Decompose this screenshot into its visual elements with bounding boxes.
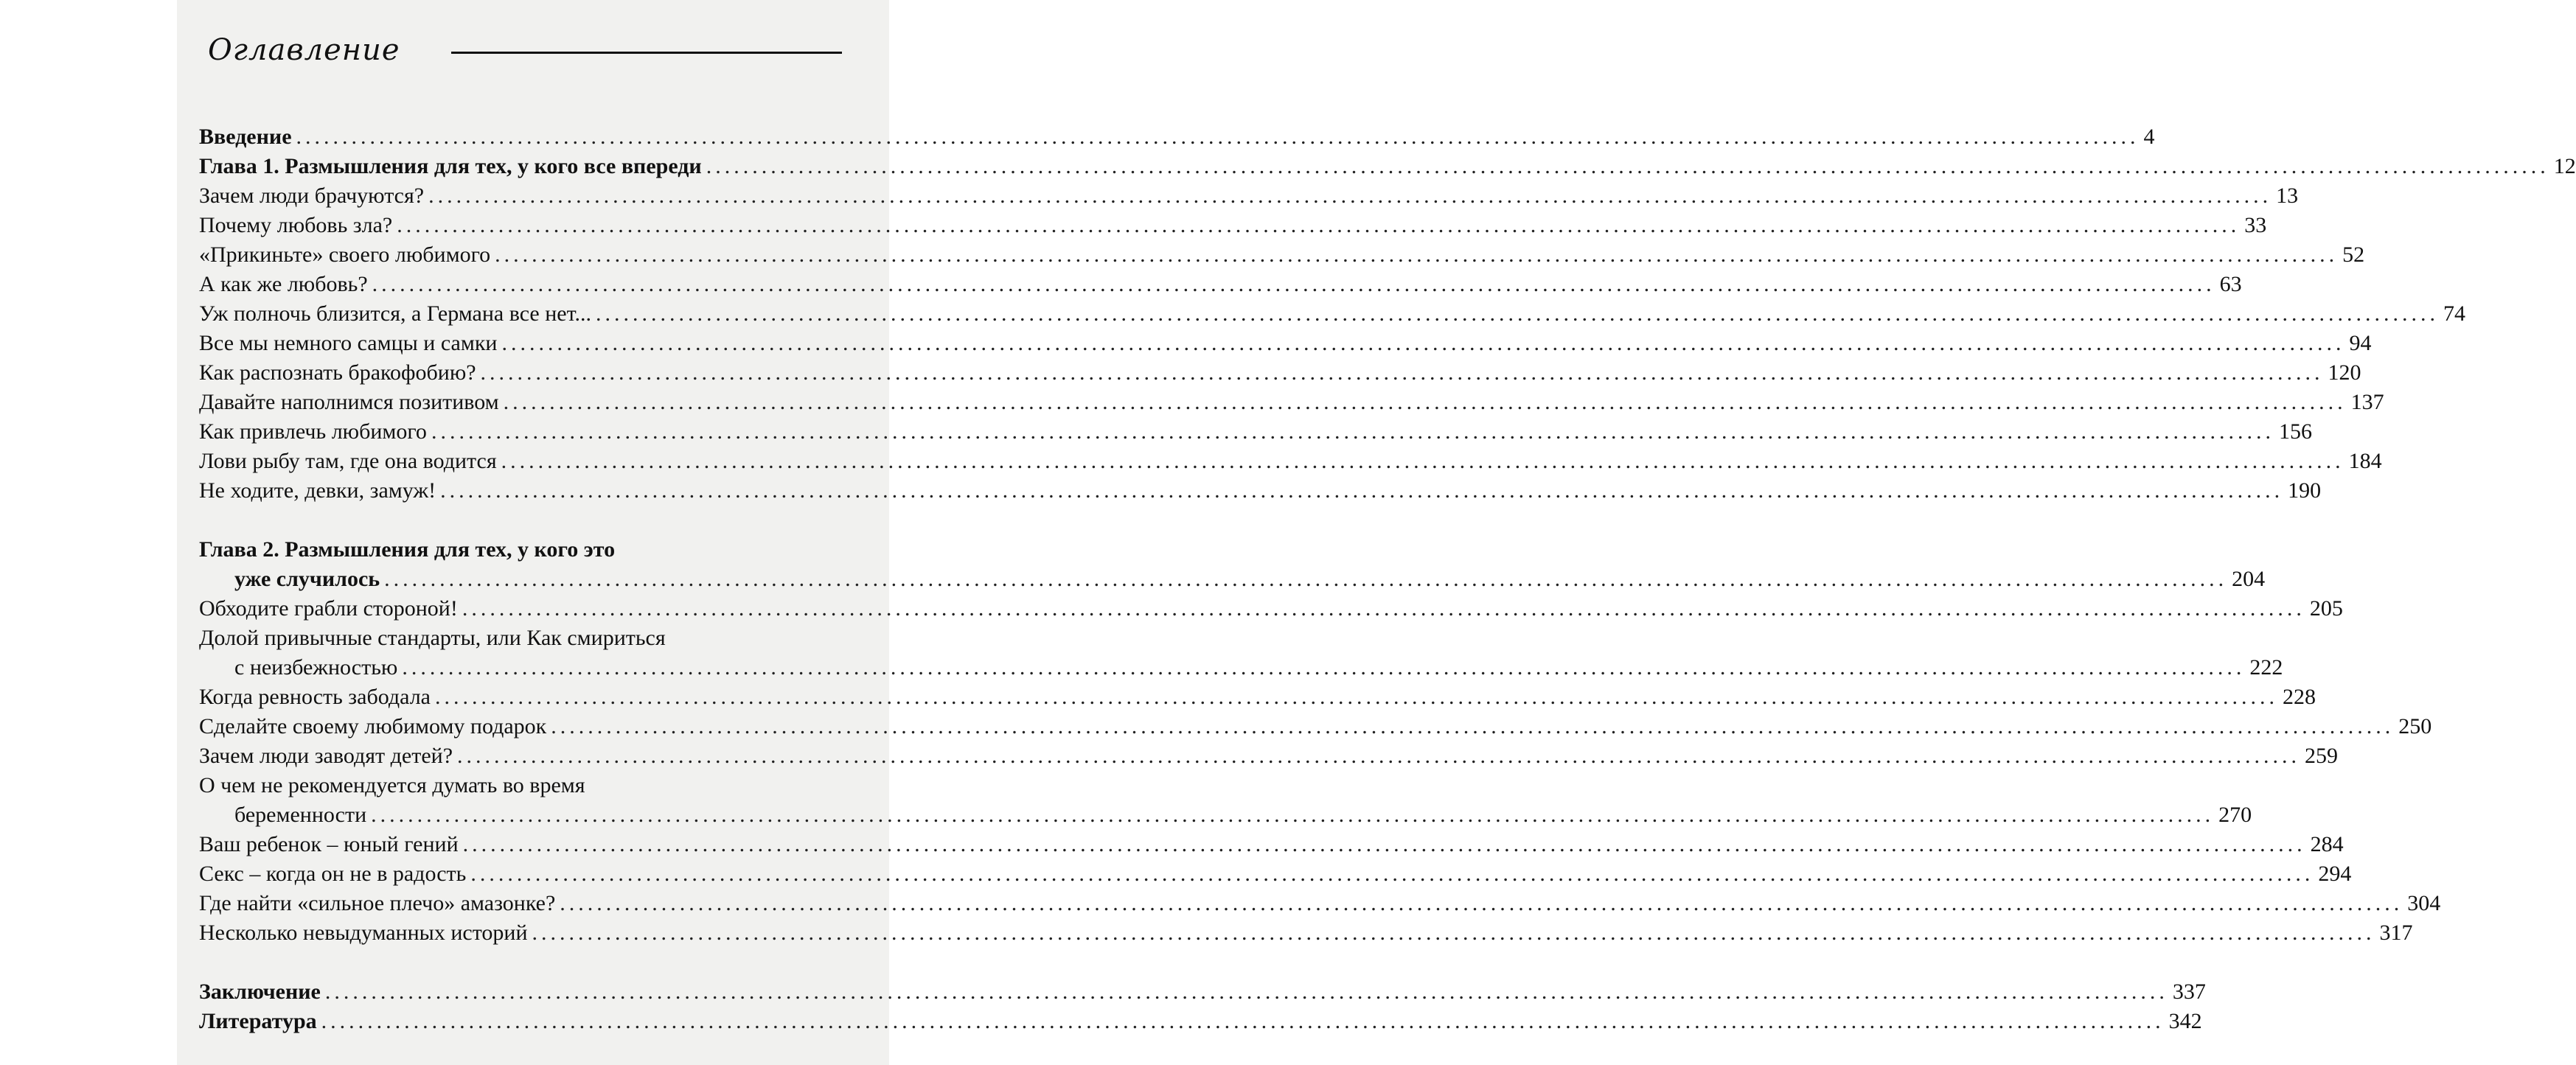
dot-leader: ........................................................................................................................................................................................................ bbox=[321, 1009, 2165, 1033]
toc-entry bbox=[199, 653, 2283, 682]
toc-entry bbox=[199, 329, 2372, 358]
toc-entry bbox=[199, 594, 2343, 624]
toc-entry-page: 120 bbox=[2328, 360, 2361, 385]
toc-entry-title: Зачем люди заводят детей? bbox=[199, 744, 453, 768]
dot-leader: ........................................................................................................................................................................................................ bbox=[462, 832, 2306, 856]
section-gap bbox=[199, 506, 842, 535]
toc-entry-title: Давайте наполнимся позитивом bbox=[199, 390, 499, 414]
toc-entry bbox=[199, 830, 2344, 859]
dot-leader: ........................................................................................................................................................................................................ bbox=[462, 596, 2305, 621]
toc-entry bbox=[199, 152, 2576, 181]
dot-leader: ........................................................................................................................................................................................................ bbox=[435, 685, 2278, 709]
toc-entry bbox=[199, 181, 2299, 211]
toc-entry-page: 52 bbox=[2342, 242, 2365, 267]
toc-entry-title: А как же любовь? bbox=[199, 272, 368, 296]
toc-entry-page: 250 bbox=[2398, 714, 2432, 738]
toc-entry bbox=[199, 771, 842, 800]
dot-leader: ........................................................................................................................................................................................................ bbox=[428, 184, 2272, 208]
dot-leader: ........................................................................................................................................................................................................ bbox=[296, 125, 2140, 149]
dot-leader: ........................................................................................................................................................................................................ bbox=[495, 242, 2339, 267]
dot-leader: ........................................................................................................................................................................................................ bbox=[551, 714, 2395, 738]
toc-entry-page: 63 bbox=[2219, 272, 2242, 296]
toc-entry bbox=[199, 800, 2252, 830]
dot-leader: ........................................................................................................................................................................................................ bbox=[384, 567, 2228, 591]
toc-entry-page: 294 bbox=[2318, 862, 2352, 886]
toc-entry-page: 74 bbox=[2443, 301, 2465, 326]
dot-leader: ........................................................................................................................................................................................................ bbox=[503, 390, 2347, 414]
dot-leader: ........................................................................................................................................................................................................ bbox=[371, 803, 2215, 827]
toc-entry-title: Ваш ребенок – юный гений bbox=[199, 832, 459, 856]
toc-entry bbox=[199, 565, 2266, 594]
toc-entry-page: 228 bbox=[2283, 685, 2316, 709]
toc-entry-title: Введение bbox=[199, 125, 292, 149]
toc-entry-title: Секс – когда он не в радость bbox=[199, 862, 467, 886]
toc-entry-page: 4 bbox=[2143, 125, 2155, 149]
toc-entry-title: Не ходите, девки, замуж! bbox=[199, 478, 436, 503]
dot-leader: ........................................................................................................................................................................................................ bbox=[501, 331, 2345, 355]
toc-entry-page: 13 bbox=[2276, 184, 2299, 208]
toc-entry-page: 184 bbox=[2348, 449, 2382, 473]
toc-entry bbox=[199, 682, 2316, 712]
toc-entry-title: Сделайте своему любимому подарок bbox=[199, 714, 547, 738]
toc-entry bbox=[199, 535, 842, 565]
toc-entry bbox=[199, 122, 2155, 152]
dot-leader: ........................................................................................................................................................................................................ bbox=[397, 213, 2241, 237]
toc-entry-title: Несколько невыдуманных историй bbox=[199, 921, 528, 945]
dot-leader: ........................................................................................................................................................................................................ bbox=[440, 478, 2284, 503]
toc-entry-title: Где найти «сильное плечо» амазонке? bbox=[199, 891, 556, 915]
toc-entry-title: «Прикиньте» своего любимого bbox=[199, 242, 491, 267]
toc-entry bbox=[199, 741, 2339, 771]
toc-entry-title: беременности bbox=[234, 803, 367, 827]
dot-leader: ........................................................................................................................................................................................................ bbox=[706, 154, 2549, 178]
toc-entry-title: Обходите грабли стороной! bbox=[199, 596, 458, 621]
toc-entry-page: 270 bbox=[2218, 803, 2252, 827]
toc-entry-page: 94 bbox=[2349, 331, 2372, 355]
toc-entry-page: 205 bbox=[2309, 596, 2343, 621]
toc-entry-title: Лови рыбу там, где она водится bbox=[199, 449, 497, 473]
table-of-contents bbox=[199, 122, 2576, 1036]
toc-entry bbox=[199, 977, 2206, 1007]
toc-entry bbox=[199, 1007, 2202, 1036]
toc-entry-title: Когда ревность забодала bbox=[199, 685, 431, 709]
dot-leader: ........................................................................................................................................................................................................ bbox=[402, 655, 2246, 680]
toc-entry bbox=[199, 712, 2432, 741]
toc-entry bbox=[199, 388, 2384, 417]
toc-entry-page: 190 bbox=[2288, 478, 2322, 503]
toc-entry bbox=[199, 918, 2413, 948]
dot-leader: ........................................................................................................................................................................................................ bbox=[324, 980, 2168, 1004]
dot-leader: ........................................................................................................................................................................................................ bbox=[372, 272, 2215, 296]
toc-entry-title: с неизбежностью bbox=[234, 655, 398, 680]
toc-entry bbox=[199, 859, 2352, 889]
dot-leader: ........................................................................................................................................................................................................ bbox=[480, 360, 2324, 385]
dot-leader: ........................................................................................................................................................................................................ bbox=[532, 921, 2375, 945]
dot-leader: ........................................................................................................................................................................................................ bbox=[470, 862, 2314, 886]
toc-entry-title: Литература bbox=[199, 1009, 317, 1033]
dot-leader: ........................................................................................................................................................................................................ bbox=[595, 301, 2439, 326]
toc-entry-page: 337 bbox=[2172, 980, 2206, 1004]
toc-entry-page: 304 bbox=[2407, 891, 2441, 915]
toc-entry bbox=[199, 211, 2267, 240]
toc-entry-page: 317 bbox=[2379, 921, 2413, 945]
dot-leader: ........................................................................................................................................................................................................ bbox=[501, 449, 2344, 473]
toc-entry-title: Глава 1. Размышления для тех, у кого все впереди bbox=[199, 154, 702, 178]
toc-entry bbox=[199, 270, 2242, 299]
toc-entry-page: 204 bbox=[2232, 567, 2266, 591]
toc-entry bbox=[199, 624, 842, 653]
toc-entry bbox=[199, 240, 2365, 270]
toc-entry bbox=[199, 476, 2322, 506]
toc-entry-page: 156 bbox=[2278, 419, 2312, 444]
toc-entry-page: 284 bbox=[2310, 832, 2344, 856]
toc-entry-title: Долой привычные стандарты, или Как смириться bbox=[199, 626, 666, 650]
toc-entry bbox=[199, 417, 2312, 447]
toc-entry bbox=[199, 889, 2441, 918]
toc-entry-title: Глава 2. Размышления для тех, у кого это bbox=[199, 537, 616, 562]
book-page bbox=[177, 0, 2576, 1065]
toc-entry-page: 259 bbox=[2305, 744, 2339, 768]
dot-leader: ........................................................................................................................................................................................................ bbox=[431, 419, 2274, 444]
heading-underline bbox=[451, 52, 842, 54]
section-gap bbox=[199, 948, 842, 977]
toc-entry-title: уже случилось bbox=[234, 567, 380, 591]
toc-entry-title: Все мы немного самцы и самки bbox=[199, 331, 498, 355]
dot-leader: ........................................................................................................................................................................................................ bbox=[457, 744, 2301, 768]
toc-entry-title: Как распознать бракофобию? bbox=[199, 360, 476, 385]
toc-entry-title: Как привлечь любимого bbox=[199, 419, 427, 444]
toc-entry bbox=[199, 299, 2465, 329]
toc-entry-title: Уж полночь близится, а Германа все нет... bbox=[199, 301, 591, 326]
toc-heading: Оглавление bbox=[208, 33, 400, 67]
toc-entry-page: 222 bbox=[2249, 655, 2283, 680]
toc-entry-page: 33 bbox=[2244, 213, 2267, 237]
toc-heading-block bbox=[208, 29, 843, 71]
toc-entry-title: Зачем люди брачуются? bbox=[199, 184, 425, 208]
toc-entry-page: 12 bbox=[2553, 154, 2576, 178]
toc-entry-title: О чем не рекомендуется думать во время bbox=[199, 773, 585, 797]
toc-entry-title: Заключение bbox=[199, 980, 321, 1004]
toc-entry bbox=[199, 447, 2382, 476]
toc-entry-title: Почему любовь зла? bbox=[199, 213, 393, 237]
toc-entry-page: 137 bbox=[2350, 390, 2384, 414]
toc-entry-page: 342 bbox=[2168, 1009, 2202, 1033]
toc-entry bbox=[199, 358, 2361, 388]
dot-leader: ........................................................................................................................................................................................................ bbox=[560, 891, 2403, 915]
